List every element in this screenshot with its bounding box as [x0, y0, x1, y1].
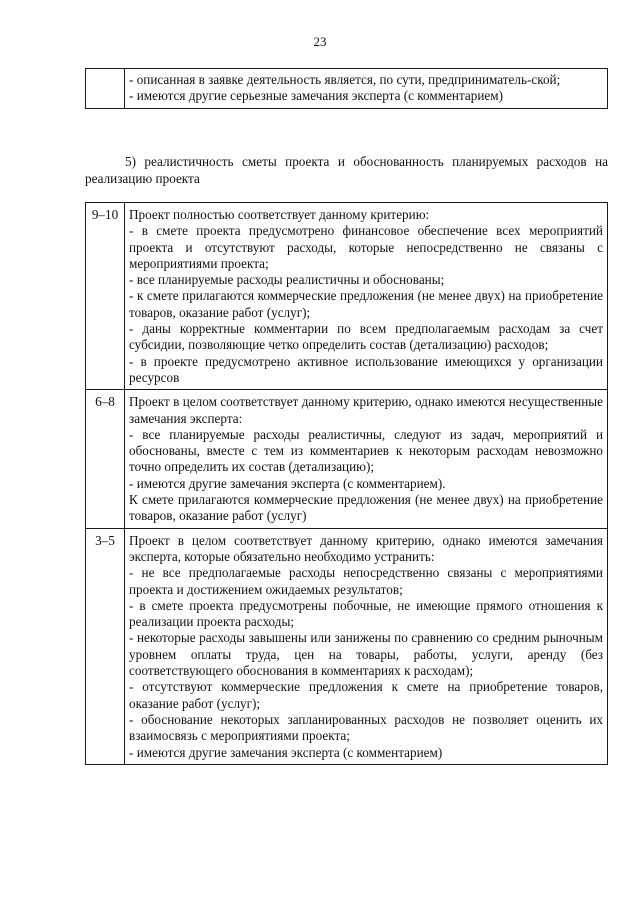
criterion-line: - все планируемые расходы реалистичны, следуют из задач, мероприятий и обоснованы, вместе с тем из комментариев к некоторым расходам невозможно точно определить их состав (детализацию); — [129, 426, 603, 475]
criterion-description — [125, 390, 608, 528]
criterion-line: - имеются другие замечания эксперта (с комментарием). — [129, 475, 446, 491]
table-row — [86, 390, 608, 528]
criterion-line: Проект полностью соответствует данному критерию: — [129, 207, 430, 222]
criterion-line: - не все предполагаемые расходы непосредственно связаны с мероприятиями проекта и достижением ожидаемых результатов; — [129, 565, 603, 597]
criterion-line: - даны корректные комментарии по всем предполагаемым расходам за счет субсидии, позволяющие четко определить состав (детализацию) расходов; — [129, 321, 603, 353]
criterion-line: - к смете прилагаются коммерческие предложения (не менее двух) на приобретение товаров, оказание работ (услуг); — [129, 288, 603, 320]
criterion-line: - имеются другие серьезные замечания эксперта (с комментарием) — [129, 88, 504, 104]
criterion-line: - в смете проекта предусмотрены побочные, не имеющие прямого отношения к реализации проекта расходы; — [129, 597, 603, 630]
criterion-description — [125, 528, 608, 764]
criterion-description — [125, 203, 608, 390]
criterion-line: - отсутствуют коммерческие предложения к смете на приобретение товаров, оказание работ (услуг); — [129, 679, 603, 711]
criterion-line: - в смете проекта предусмотрено финансовое обеспечение всех мероприятий проекта и отсутствуют расходы, которые непосредственно не связаны с мероприятиями проекта; — [129, 223, 603, 271]
criterion-line: - имеются другие замечания эксперта (с комментарием) — [129, 744, 443, 760]
section-heading: 5) реалистичность сметы проекта и обоснованность планируемых расходов на реализацию проекта — [85, 154, 608, 186]
table-row — [86, 528, 608, 764]
table-row — [86, 203, 608, 390]
criterion-line: - описанная в заявке деятельность является, по сути, предприниматель-ской; — [129, 72, 561, 87]
criterion-description — [125, 69, 608, 109]
criterion-line: - все планируемые расходы реалистичны и обоснованы; — [129, 272, 445, 288]
criterion-line: - в проекте предусмотрено активное использование имеющихся у организации ресурсов — [129, 353, 603, 385]
score-cell: 6–8 — [86, 390, 125, 528]
criterion-line: Проект в целом соответствует данному критерию, однако имеются замечания эксперта, которые обязательно необходимо устранить: — [129, 532, 603, 564]
criteria-table — [85, 202, 608, 765]
score-cell: 3–5 — [86, 528, 125, 764]
criteria-table-continued — [85, 68, 608, 109]
criterion-line: Проект в целом соответствует данному критерию, однако имеются несущественные замечания эксперта: — [129, 394, 603, 426]
criterion-line: - некоторые расходы завышены или занижены по сравнению со средним рыночным уровнем оплаты труда, цен на товары, работы, услуги, аренду (без соответствующего обоснования в комментариях к расходам); — [129, 630, 603, 679]
score-cell-empty — [86, 69, 125, 109]
criterion-line: К смете прилагаются коммерческие предложения (не менее двух) на приобретение товаров, оказание работ (услуг) — [129, 492, 603, 524]
score-cell: 9–10 — [86, 203, 125, 390]
table-row — [86, 69, 608, 109]
page-number: 23 — [313, 34, 327, 49]
criterion-line: - обоснование некоторых запланированных расходов не позволяет оценить их взаимосвязь с мероприятиями проекта; — [129, 711, 603, 744]
